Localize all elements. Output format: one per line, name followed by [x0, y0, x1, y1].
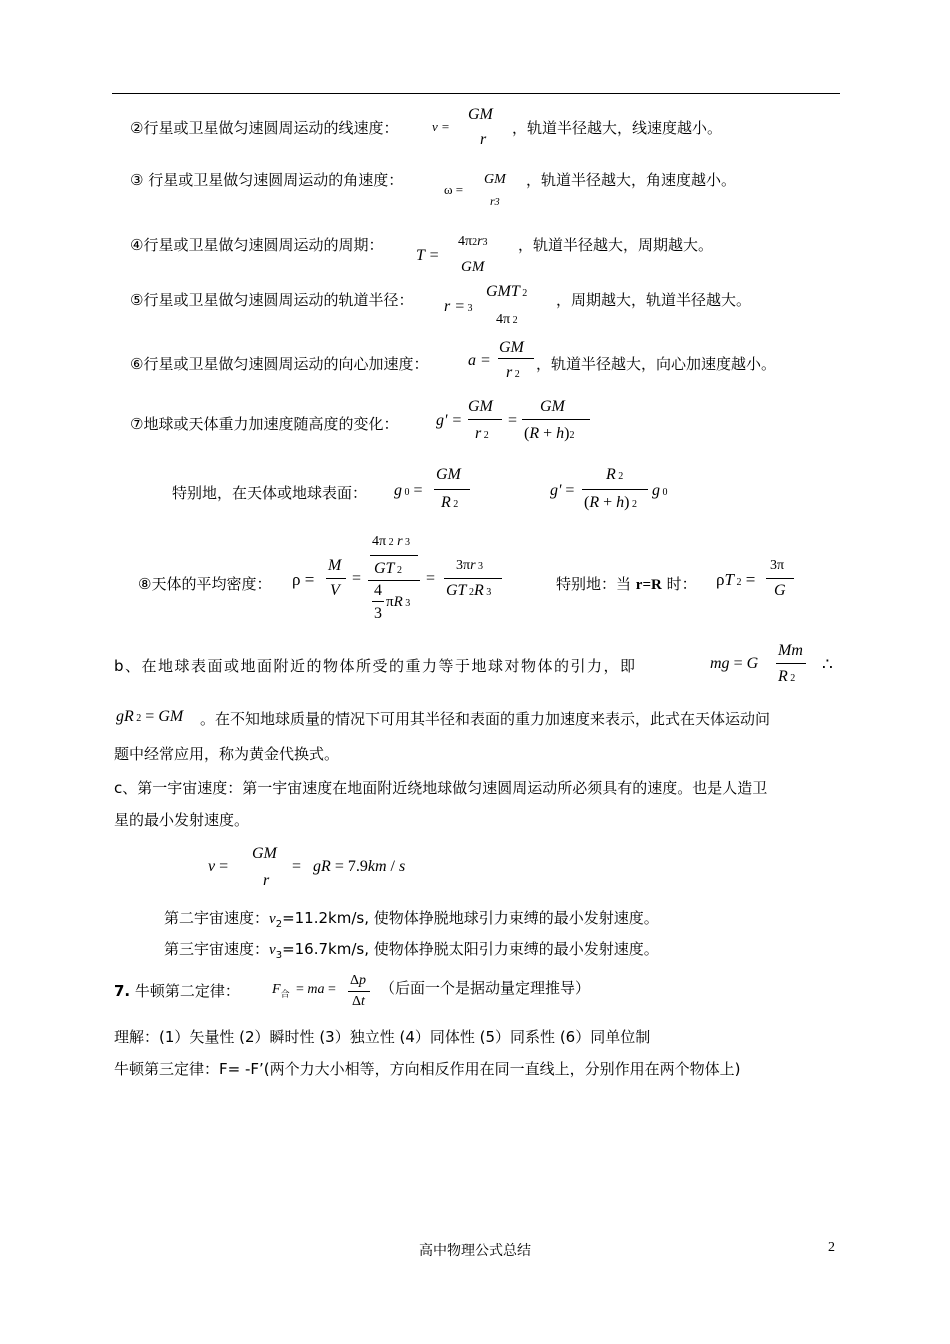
formula-T-den: GM	[461, 259, 485, 275]
para-b-line2: 。在不知地球质量的情况下可用其半径和表面的重力加速度来表示，此式在天体运动问	[200, 710, 771, 728]
second-cosmic-velocity: 第二宇宙速度：$v_2=11.2km/s$, 使物体挣脱地球引力束缚的最小发射速度。	[164, 909, 659, 930]
line-linear-velocity-tail: ，轨道半径越大，线速度越小。	[512, 119, 723, 137]
line-period: ④行星或卫星做匀速圆周运动的周期：	[130, 236, 384, 254]
formula-a-den: r 2	[506, 364, 520, 381]
formula-v1-den: r	[263, 872, 270, 889]
formula-rho-lhs: ρ =	[292, 570, 315, 589]
formula-g-eq: =	[508, 412, 518, 429]
para-b-line3: 题中经常应用，称为黄金代换式。	[114, 745, 340, 763]
formula-g0-den: R 2	[441, 494, 459, 511]
section7-heading: 7. 牛顿第二定律：	[114, 982, 240, 1000]
formula-v-num: GM	[468, 106, 493, 123]
formula-mg: mg = G	[710, 655, 759, 672]
formula-gp-g0: g 0	[652, 482, 668, 499]
formula-mg-bar	[776, 663, 806, 664]
formula-F-ma: = ma =	[296, 982, 336, 997]
formula-golden: gR 2 = GM	[116, 708, 184, 725]
line-orbital-radius: ⑤行星或卫星做匀速圆周运动的轨道半径：	[130, 291, 414, 309]
section7-understand: 理解：(1）矢量性 (2）瞬时性 (3）独立性 (4）同体性 (5）同系性 (6）同单位制	[114, 1028, 651, 1046]
formula-F-lhs: $F_合$	[272, 982, 290, 999]
third-cosmic-velocity: 第三宇宙速度：$v_3=16.7km/s$, 使物体挣脱太阳引力束缚的最小发射速度。	[164, 940, 659, 961]
formula-rho-bot-bar	[372, 601, 384, 602]
formula-g0-bar	[434, 489, 470, 490]
formula-rho-bot-4: 4	[374, 582, 382, 599]
formula-gp-lhs: g' =	[550, 482, 575, 499]
footer-title: 高中物理公式总结	[419, 1243, 531, 1259]
formula-g-num1: GM	[468, 398, 493, 415]
formula-v1-rest: = gR = 7.9km / s	[292, 858, 406, 875]
formula-g-lhs: g' =	[436, 412, 463, 429]
formula-T-lhs: T =	[416, 247, 440, 264]
line-period-tail: ，轨道半径越大，周期越大。	[518, 236, 714, 254]
formula-rhoT2-num: 3π	[770, 558, 785, 573]
line-orbital-radius-tail: ，周期越大，轨道半径越大。	[556, 291, 752, 309]
formula-rho-main-bar	[368, 580, 420, 581]
formula-rhoT2-den: G	[774, 582, 786, 599]
therefore-symbol: ∴	[822, 655, 833, 674]
formula-r-num: GMT 2	[486, 283, 528, 300]
formula-rho-eq2: =	[426, 570, 436, 587]
formula-g0-lhs: g 0 =	[394, 482, 423, 499]
para-b-line1: b、在地球表面或地面附近的物体所受的重力等于地球对物体的引力，即	[114, 657, 637, 675]
formula-rho-r-den: GT 2R 3	[446, 582, 492, 599]
formula-omega-lhs: ω =	[444, 182, 464, 197]
formula-rho-top-den: GT 2	[374, 560, 402, 577]
formula-r-den: 4π 2	[496, 312, 518, 327]
formula-v1-num: GM	[252, 845, 277, 862]
formula-mg-num: Mm	[778, 642, 803, 659]
formula-a-bar	[498, 358, 534, 359]
formula-rho-top-bar	[370, 555, 418, 556]
formula-v1-lhs: v =	[208, 858, 229, 875]
formula-g-den2: (R + h)2	[524, 425, 575, 442]
formula-g-num2: GM	[540, 398, 565, 415]
formula-rho-top-num: 4π 2 r 3	[372, 534, 411, 549]
line-linear-velocity: ②行星或卫星做匀速圆周运动的线速度：	[130, 119, 399, 137]
formula-rho-r-num: 3πr 3	[456, 558, 484, 573]
formula-gp-den: (R + h) 2	[584, 494, 637, 511]
line-centripetal-accel: ⑥行星或卫星做匀速圆周运动的向心加速度：	[130, 355, 429, 373]
section7-note: （后面一个是据动量定理推导）	[380, 979, 591, 997]
page-number: 2	[828, 1240, 835, 1255]
formula-gp-num: R 2	[606, 466, 624, 483]
formula-g-bar1	[468, 419, 502, 420]
formula-F-bar	[348, 991, 370, 992]
formula-r-lhs: r = 3	[444, 298, 473, 315]
formula-rho-eq1: =	[352, 570, 362, 587]
formula-a-num: GM	[499, 339, 524, 356]
formula-a-lhs: a =	[468, 352, 491, 369]
formula-rho-bot-3: 3	[374, 605, 382, 622]
formula-rho-r-bar	[444, 578, 502, 579]
formula-v-lhs: v =	[432, 119, 450, 134]
formula-g-den1: r 2	[475, 425, 489, 442]
line-gravity-height: ⑦地球或天体重力加速度随高度的变化：	[130, 415, 399, 433]
para-c-line2: 星的最小发射速度。	[114, 811, 250, 829]
formula-rhoT2: ρT 2 =	[716, 570, 756, 589]
line-special-surface: 特别地，在天体或地球表面：	[172, 484, 368, 502]
formula-rho-M: M	[328, 557, 342, 574]
formula-v-den: r	[480, 131, 487, 148]
formula-omega-num: GM	[484, 172, 506, 187]
section7-third-law: 牛顿第三定律：F= -F’(两个力大小相等，方向相反作用在同一直线上，分别作用在两个物体上)	[114, 1060, 741, 1078]
formula-omega-den: r3	[490, 194, 500, 208]
line-average-density: ⑧天体的平均密度：	[138, 575, 272, 593]
line-angular-velocity: ③ 行星或卫星做匀速圆周运动的角速度：	[130, 171, 404, 189]
formula-F-num: Δp	[350, 973, 367, 988]
formula-gp-bar	[582, 489, 648, 490]
formula-T-num: 4π2r3	[458, 234, 488, 249]
formula-g0-num: GM	[436, 466, 461, 483]
line-angular-velocity-tail: ，轨道半径越大，角速度越小。	[526, 171, 737, 189]
formula-g-bar2	[522, 419, 590, 420]
formula-rho-bot-piR: πR 3	[386, 594, 411, 610]
header-rule	[112, 93, 840, 94]
para-c-line1: c、第一宇宙速度：第一宇宙速度在地面附近绕地球做匀速圆周运动所必须具有的速度。也是人造卫	[114, 779, 768, 797]
formula-rho-V: V	[330, 582, 340, 599]
formula-rho-bar1	[326, 578, 346, 579]
formula-rhoT2-bar	[766, 578, 794, 579]
formula-F-den: Δt	[352, 994, 365, 1009]
formula-mg-den: R 2	[778, 668, 796, 685]
line-centripetal-accel-tail: ，轨道半径越大，向心加速度越小。	[536, 355, 777, 373]
special-rR-pre: 特别地：当 r=R 时：	[556, 575, 697, 593]
